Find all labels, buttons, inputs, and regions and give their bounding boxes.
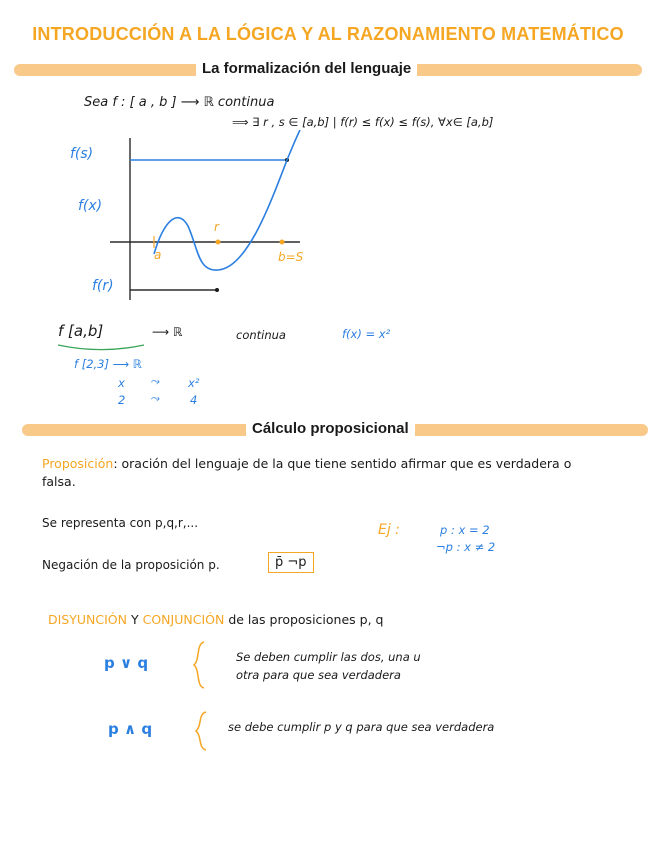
or-text-2: otra para que sea verdadera xyxy=(236,668,401,682)
underline-curve xyxy=(56,342,146,352)
negation-text: Negación de la proposición p. xyxy=(42,558,220,572)
r-label: r xyxy=(214,220,219,234)
negation-box: p̄ ¬p xyxy=(268,552,314,573)
and-text: se debe cumplir p y q para que sea verdadera xyxy=(228,720,495,734)
definition-line-2: ⟹ ∃ r , s ∈ [a,b] | f(r) ≤ f(x) ≤ f(s), ∀x∈ [a,b] xyxy=(232,115,494,129)
and-symbol: p ∧ q xyxy=(108,720,153,738)
disjunction-heading xyxy=(48,612,383,627)
definition-line-1: Sea f : [ a , b ] ⟶ ℝ continua xyxy=(84,95,275,110)
example-function: f(x) = x² xyxy=(342,327,391,341)
example2-line1: f [2,3] ⟶ ℝ xyxy=(74,357,142,371)
brace-or xyxy=(192,640,208,690)
proposition-text: : oración del lenguaje de la que tiene sentido afirmar que es verdadera o xyxy=(113,456,572,471)
y-word: Y xyxy=(130,612,139,627)
bs-label: b=S xyxy=(278,250,304,264)
b-point xyxy=(280,240,285,245)
fr-label: f(r) xyxy=(92,278,114,294)
conjunction-word: CONJUNCIÓN xyxy=(142,612,225,627)
proposition-definition xyxy=(42,456,622,471)
example-label: Ej : xyxy=(378,522,400,538)
example-domain: f [a,b] xyxy=(58,322,104,340)
proposition-term: Proposición xyxy=(42,456,114,471)
a-label: a xyxy=(154,248,162,262)
example2-arrow2: ⤳ xyxy=(150,391,160,405)
example2-x: x xyxy=(118,376,125,390)
proposition-definition-end: falsa. xyxy=(42,474,76,489)
disjunction-word: DISYUNCIÓN xyxy=(48,612,127,627)
example2-x2: x² xyxy=(188,376,200,390)
fs-label: f(s) xyxy=(70,146,94,162)
example-continua: continua xyxy=(236,328,286,342)
representation-text: Se representa con p,q,r,... xyxy=(42,516,199,530)
page-title: INTRODUCCIÓN A LA LÓGICA Y AL RAZONAMIENTO MATEMÁTICO xyxy=(32,24,624,44)
or-symbol: p ∨ q xyxy=(104,654,149,672)
example-not-p: ¬p : x ≠ 2 xyxy=(436,540,496,554)
example2-arrow1: ⤳ xyxy=(150,374,160,388)
example-p: p : x = 2 xyxy=(440,523,490,537)
example-arrow: ⟶ ℝ xyxy=(152,325,183,339)
fx-label: f(x) xyxy=(78,198,103,214)
or-text-1: Se deben cumplir las dos, una u xyxy=(236,650,421,664)
section-heading-calculo: Cálculo proposicional xyxy=(246,420,415,437)
brace-and xyxy=(194,710,210,752)
section-heading-formalizacion: La formalización del lenguaje xyxy=(196,60,417,77)
disjunction-rest: de las proposiciones p, q xyxy=(228,612,384,627)
example2-2: 2 xyxy=(118,393,126,407)
example2-4: 4 xyxy=(190,393,198,407)
fr-point xyxy=(215,288,219,292)
r-point xyxy=(216,240,221,245)
